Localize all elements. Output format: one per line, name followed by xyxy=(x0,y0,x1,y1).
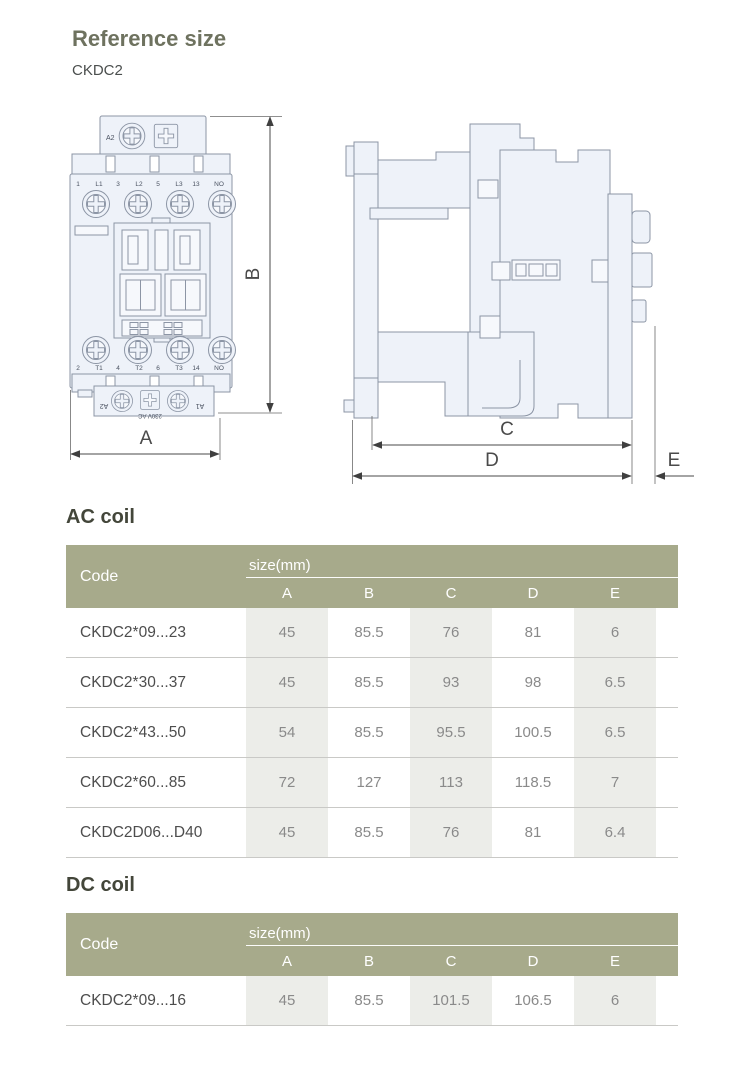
mounting-plate xyxy=(354,142,378,418)
svg-text:NO: NO xyxy=(214,181,224,188)
row-code: CKDC2*30...37 xyxy=(80,673,186,691)
column-a: A xyxy=(281,584,292,602)
ac-coil-table xyxy=(66,545,678,858)
din-clip xyxy=(632,253,652,287)
value-e: 6.5 xyxy=(574,658,656,707)
slot-detail xyxy=(512,260,560,280)
value-a: 45 xyxy=(246,976,328,1025)
center-panel xyxy=(114,218,210,342)
value-b: 85.5 xyxy=(354,992,384,1009)
terminal-screw xyxy=(209,337,236,364)
svg-text:4: 4 xyxy=(116,365,120,372)
svg-text:L3: L3 xyxy=(175,181,183,188)
svg-text:T2: T2 xyxy=(135,365,143,372)
page-title: Reference size xyxy=(72,26,227,51)
din-rail-strip xyxy=(608,194,632,418)
terminal-screw xyxy=(125,337,152,364)
row-tail xyxy=(656,976,678,1025)
value-c: 95.5 xyxy=(410,708,492,757)
value-b: 85.5 xyxy=(354,674,384,691)
dim-label-e: E xyxy=(667,450,681,471)
value-b: 85.5 xyxy=(354,624,384,641)
column-a: A xyxy=(281,952,292,970)
coil-a2-bottom-label: A2 xyxy=(99,402,109,409)
row-tail xyxy=(656,608,678,657)
svg-text:3: 3 xyxy=(116,181,120,188)
din-clip xyxy=(632,211,650,243)
value-b: 127 xyxy=(356,774,382,791)
value-e: 7 xyxy=(574,758,656,807)
value-c: 76 xyxy=(410,808,492,857)
terminal-screw xyxy=(209,191,236,218)
coil-screw-square xyxy=(154,124,177,147)
coil-screw-square xyxy=(141,391,160,410)
value-a: 45 xyxy=(246,608,328,657)
coil-voltage-label: 230V AC xyxy=(138,412,162,418)
strip-slot xyxy=(106,156,115,172)
coil-screw-round xyxy=(111,390,132,411)
side-view-drawing xyxy=(344,124,694,484)
value-b: 85.5 xyxy=(354,724,384,741)
column-e: E xyxy=(609,584,620,602)
svg-text:NO: NO xyxy=(214,365,224,372)
tower-detail xyxy=(478,180,498,198)
column-d: D xyxy=(527,584,539,602)
terminal-screw xyxy=(125,191,152,218)
size-mm-label: size(mm) xyxy=(246,545,678,578)
column-c: C xyxy=(445,952,457,970)
value-e: 6.5 xyxy=(574,708,656,757)
value-d: 106.5 xyxy=(514,992,552,1009)
svg-text:14: 14 xyxy=(192,365,200,372)
dc-coil-table xyxy=(66,913,678,1026)
table-row xyxy=(66,658,678,708)
value-e: 6 xyxy=(574,608,656,657)
ac-coil-heading: AC coil xyxy=(66,506,135,528)
column-e: E xyxy=(609,952,620,970)
table-header xyxy=(66,913,678,976)
row-code: CKDC2*60...85 xyxy=(80,773,186,791)
value-a: 54 xyxy=(246,708,328,757)
value-a: 45 xyxy=(246,658,328,707)
dimension-d xyxy=(353,420,632,484)
table-row xyxy=(66,976,678,1026)
value-d: 81 xyxy=(524,824,542,841)
value-e: 6.4 xyxy=(574,808,656,857)
row-code: CKDC2*43...50 xyxy=(80,723,186,741)
lower-left-block xyxy=(378,332,468,416)
front-view-drawing xyxy=(70,116,282,460)
value-e: 6 xyxy=(574,976,656,1025)
svg-text:5: 5 xyxy=(156,181,160,188)
table-header xyxy=(66,545,678,608)
svg-text:6: 6 xyxy=(156,365,160,372)
coil-screw-round xyxy=(119,123,145,149)
column-b: B xyxy=(363,952,374,970)
dimension-c xyxy=(372,416,632,484)
dimension-drawing xyxy=(50,103,710,503)
terminal-screw xyxy=(167,191,194,218)
value-a: 45 xyxy=(246,808,328,857)
terminal-screw xyxy=(167,337,194,364)
column-letters xyxy=(246,946,678,976)
ledge xyxy=(370,208,448,219)
svg-text:L1: L1 xyxy=(95,181,103,188)
table-row xyxy=(66,608,678,658)
dim-label-a: A xyxy=(139,428,153,449)
row-tail xyxy=(656,808,678,857)
terminal-screw xyxy=(83,191,110,218)
dim-label-c: C xyxy=(500,419,514,440)
coil-screw-round xyxy=(167,390,188,411)
value-d: 98 xyxy=(524,674,542,691)
table-row xyxy=(66,758,678,808)
din-clip xyxy=(632,300,646,322)
table-row xyxy=(66,808,678,858)
column-d: D xyxy=(527,952,539,970)
coil-terminal-block-top xyxy=(100,116,206,157)
strip-slot xyxy=(150,156,159,172)
svg-text:2: 2 xyxy=(76,365,80,372)
dimension-e xyxy=(655,326,694,484)
product-code: CKDC2 xyxy=(72,62,123,79)
body-detail xyxy=(480,316,500,338)
size-group-header xyxy=(246,913,678,976)
row-code: CKDC2*09...16 xyxy=(80,991,186,1009)
code-column-header: Code xyxy=(80,935,119,953)
column-c: C xyxy=(445,584,457,602)
strip-slot xyxy=(194,156,203,172)
value-c: 113 xyxy=(410,758,492,807)
coil-a1-label: A1 xyxy=(195,402,205,409)
value-c: 76 xyxy=(410,608,492,657)
slot-detail xyxy=(492,262,510,280)
row-tail xyxy=(656,758,678,807)
value-b: 85.5 xyxy=(354,824,384,841)
dim-label-b: B xyxy=(243,267,264,281)
coil-a2-label: A2 xyxy=(106,135,115,142)
slot-detail xyxy=(592,260,608,282)
value-a: 72 xyxy=(246,758,328,807)
table-row xyxy=(66,708,678,758)
row-tail xyxy=(656,658,678,707)
value-c: 93 xyxy=(410,658,492,707)
coil-tab xyxy=(78,390,92,397)
code-column-header: Code xyxy=(80,567,119,585)
value-d: 81 xyxy=(524,624,542,641)
brand-mark xyxy=(75,226,108,235)
lower-center-block xyxy=(468,332,534,416)
size-group-header xyxy=(246,545,678,608)
value-d: 118.5 xyxy=(514,774,552,791)
dc-coil-heading: DC coil xyxy=(66,874,135,896)
table-body xyxy=(66,608,678,858)
table-body xyxy=(66,976,678,1026)
column-letters xyxy=(246,578,678,608)
svg-text:T1: T1 xyxy=(95,365,103,372)
svg-text:T3: T3 xyxy=(175,365,183,372)
value-d: 100.5 xyxy=(514,724,552,741)
row-tail xyxy=(656,708,678,757)
svg-text:L2: L2 xyxy=(135,181,143,188)
svg-text:1: 1 xyxy=(76,181,80,188)
upper-arm xyxy=(378,152,470,208)
row-code: CKDC2D06...D40 xyxy=(80,823,203,841)
row-code: CKDC2*09...23 xyxy=(80,623,186,641)
terminal-screw xyxy=(83,337,110,364)
svg-text:13: 13 xyxy=(192,181,200,188)
dim-label-d: D xyxy=(485,450,499,471)
size-mm-label: size(mm) xyxy=(246,913,678,946)
value-c: 101.5 xyxy=(410,976,492,1025)
column-b: B xyxy=(363,584,374,602)
